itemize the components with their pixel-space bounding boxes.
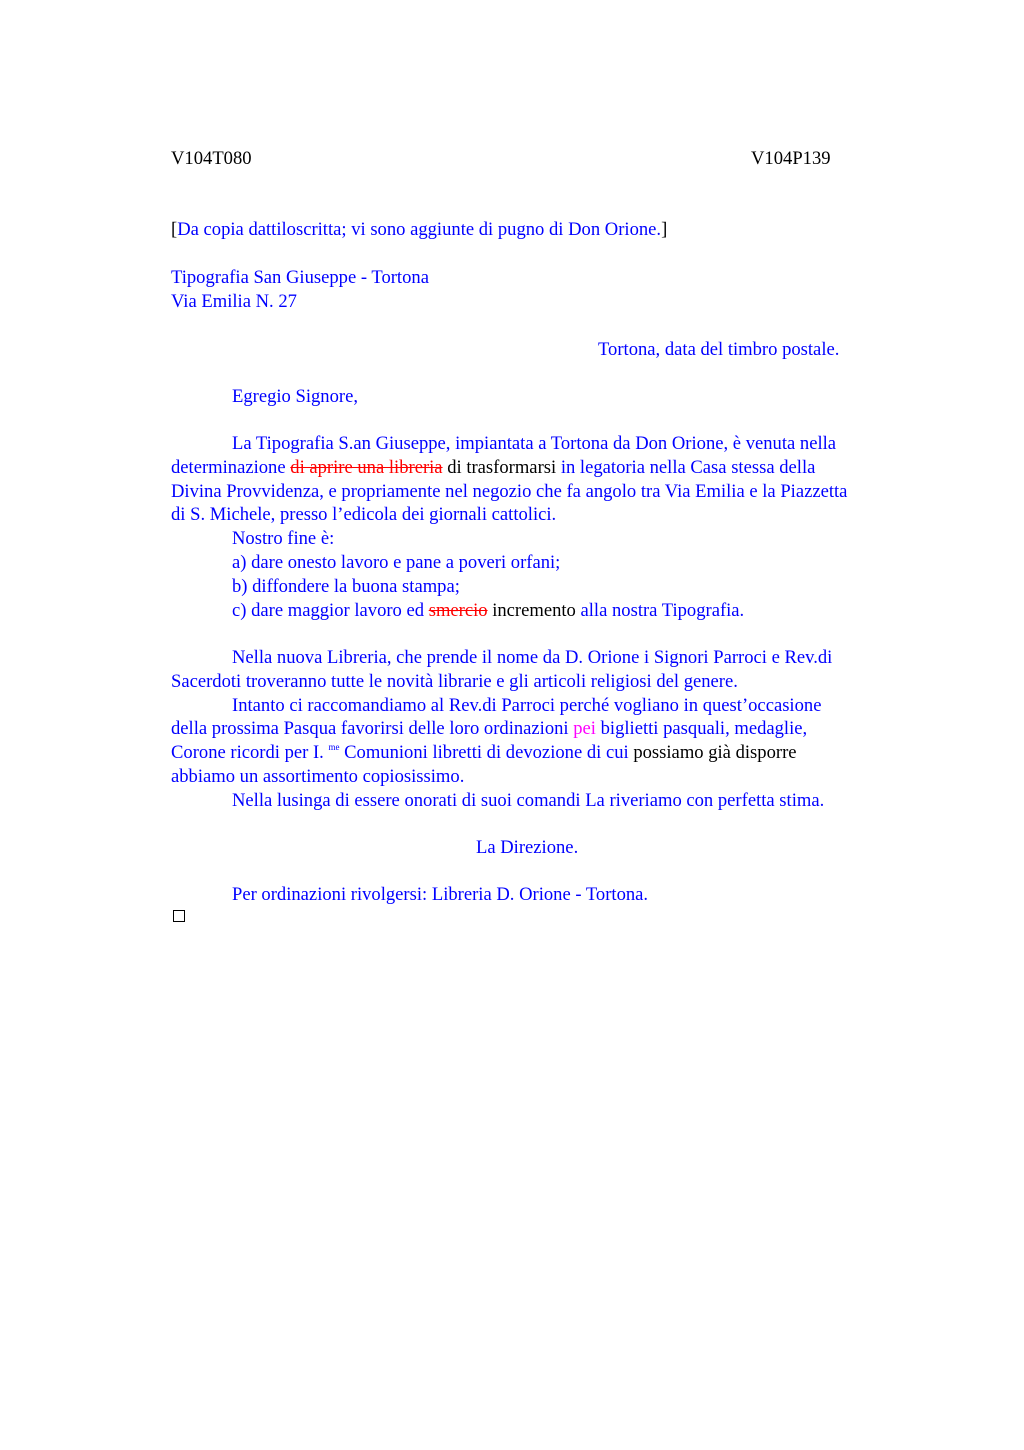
- paragraph-line: Nella nuova Libreria, che prende il nome da D. Orione i Signori Parroci e Rev.di: [232, 647, 833, 668]
- letter-paragraph-1: [171, 432, 931, 622]
- struck-text: di aprire una libreria: [290, 456, 443, 478]
- magenta-word: pei: [573, 718, 596, 740]
- letter-paragraph-2: [171, 646, 931, 813]
- paragraph-line: di S. Michele, presso l’edicola dei giornali cattolici.: [171, 504, 557, 526]
- sender-name: Tipografia San Giuseppe - Tortona: [171, 267, 429, 288]
- text-segment: alla nostra Tipografia.: [575, 599, 745, 621]
- handwritten-addition: possiamo già disporre: [633, 742, 797, 764]
- text-segment: determinazione: [171, 456, 291, 478]
- paragraph-line: Divina Provvidenza, e propriamente nel negozio che fa angolo tra Via Emilia e la Piazzetta: [171, 480, 848, 502]
- paragraph-line: [171, 456, 931, 480]
- superscript: me: [328, 742, 340, 753]
- text-segment: biglietti pasquali, medaglie,: [595, 718, 808, 740]
- struck-text: smercio: [428, 599, 488, 621]
- text-segment: c) dare maggior lavoro ed: [232, 599, 429, 621]
- text-segment: in legatoria nella Casa stessa della: [556, 456, 816, 478]
- end-of-document-square-icon: [173, 910, 185, 922]
- paragraph-line: [171, 741, 931, 765]
- aim-item-a: a) dare onesto lavoro e pane a poveri orfani;: [232, 551, 561, 573]
- paragraph-line: abbiamo un assortimento copiosissimo.: [171, 765, 465, 787]
- handwritten-addition: incremento: [487, 599, 576, 621]
- document-code-left: V104T080: [171, 148, 252, 169]
- text-segment: Corone ricordi per I.: [171, 742, 324, 764]
- paragraph-line: Intanto ci raccomandiamo al Rev.di Parroci perché vogliano in quest’occasione: [232, 694, 822, 716]
- aims-intro: Nostro fine è:: [232, 528, 335, 550]
- salutation: Egregio Signore,: [232, 386, 358, 407]
- paragraph-line: La Tipografia S.an Giuseppe, impiantata a Tortona da Don Orione, è venuta nella: [232, 433, 837, 454]
- text-segment: della prossima Pasqua favorirsi delle loro ordinazioni: [171, 718, 574, 740]
- note-open-bracket: [: [171, 219, 178, 240]
- text-segment: Comunioni libretti di devozione di cui: [339, 742, 634, 764]
- closing-line: Nella lusinga di essere onorati di suoi comandi La riveriamo con perfetta stima.: [232, 789, 825, 811]
- paragraph-line: Sacerdoti troveranno tutte le novità librarie e gli articoli religiosi del genere.: [171, 670, 738, 692]
- document-code-right: V104P139: [751, 148, 831, 169]
- aim-item-c: [171, 599, 931, 623]
- dateline: Tortona, data del timbro postale.: [598, 339, 840, 360]
- sender-address: Via Emilia N. 27: [171, 291, 297, 312]
- aim-item-b: b) diffondere la buona stampa;: [232, 575, 460, 597]
- handwritten-addition: di trasformarsi: [442, 456, 557, 478]
- note-close-bracket: ]: [661, 219, 668, 240]
- note-text: Da copia dattiloscritta; vi sono aggiunte di pugno di Don Orione.: [177, 219, 662, 240]
- postscript: Per ordinazioni rivolgersi: Libreria D. Orione - Tortona.: [232, 884, 649, 905]
- signature: La Direzione.: [476, 837, 579, 858]
- paragraph-line: [171, 717, 931, 741]
- editorial-note: [171, 218, 667, 242]
